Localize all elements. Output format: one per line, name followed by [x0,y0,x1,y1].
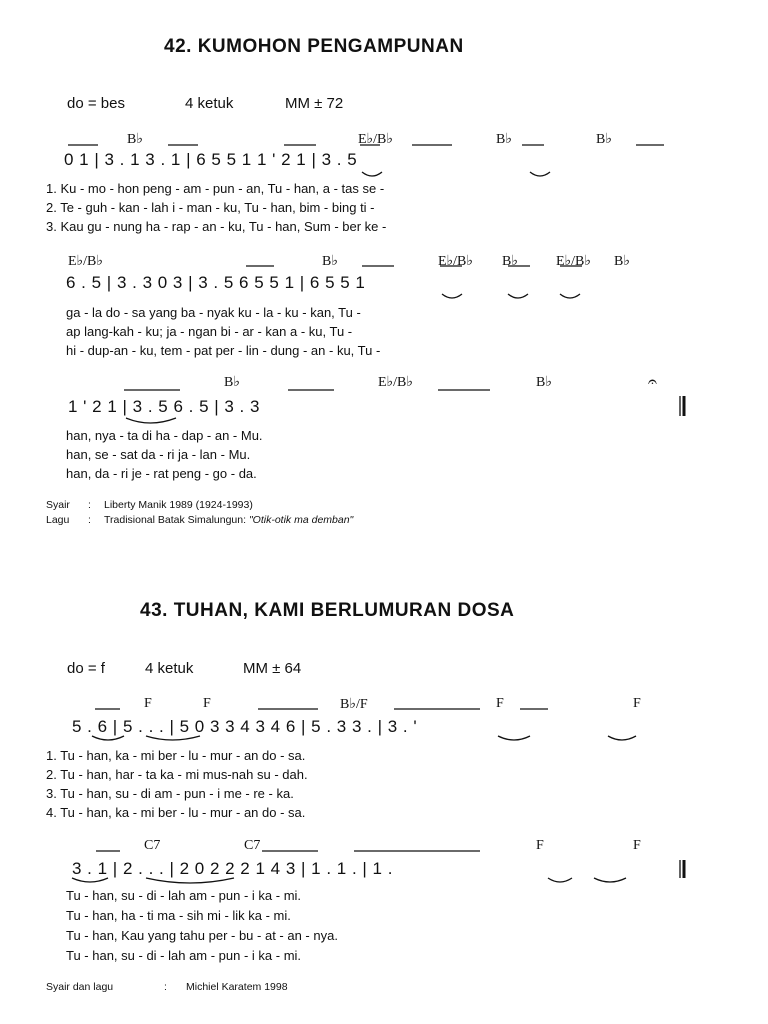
chord: B♭ [496,132,512,147]
chord: B♭ [536,375,552,390]
chord: B♭ [322,254,338,269]
chord: E♭/B♭ [68,254,103,269]
lyric-verse-1: 1. Ku - mo - hon peng - am - pun - an, Tu - han, a - tas se - [46,181,385,196]
notation-row: 6 . 5 | 3 . 3 0 3 | 3 . 5 6 5 5 1 | 6 5 5 1 [66,273,366,292]
chord: B♭/F [340,697,368,712]
chord: C7 [244,838,261,853]
chord: B♭ [596,132,612,147]
slur [146,878,234,883]
lyric-verse-3: 3. Kau gu - nung ha - rap - an - ku, Tu - han, Sum - ber ke - [46,219,387,234]
song-42-key: do = bes [67,95,125,112]
lyric-verse-2: Tu - han, ha - ti ma - sih mi - lik ka - mi. [66,908,291,923]
chord: B♭ [502,254,518,269]
song-43-meter: 4 ketuk [145,660,194,677]
lyric-verse-1: ga - la do - sa yang ba - nyak ku - la - ku - kan, Tu - [66,305,361,320]
song-43-title: 43. TUHAN, KAMI BERLUMURAN DOSA [140,600,515,621]
lyric-verse-2: ap lang-kah - ku; ja - ngan bi - ar - kan a - ku, Tu - [66,324,353,339]
chord: B♭ [614,254,630,269]
song-42-tempo: MM ± 72 [285,95,344,112]
slur [530,172,550,176]
lyric-verse-3: 3. Tu - han, su - di am - pun - i me - re - ka. [46,786,294,801]
slur [442,294,462,298]
credit-text: Michiel Karatem 1998 [186,981,288,993]
slur [72,878,108,882]
lyric-verse-4: Tu - han, su - di - lah am - pun - i ka - mi. [66,948,302,963]
lyric-verse-2: 2. Tu - han, har - ta ka - mi mus-nah su - dah. [46,767,308,782]
slur [498,736,530,740]
notation-row: 1 ' 2 1 | 3 . 5 6 . 5 | 3 . 3 [68,397,260,416]
slur [560,294,580,298]
chord: E♭/B♭ [438,254,473,269]
slur [146,736,200,740]
lyric-verse-3: Tu - han, Kau yang tahu per - bu - at - an - nya. [66,928,338,943]
song-43-key: do = f [67,660,105,677]
chord: F [633,696,641,711]
chord: F [203,696,211,711]
lyric-verse-3: han, da - ri je - rat peng - go - da. [66,466,257,481]
chord: F [496,696,504,711]
chord: F [144,696,152,711]
chord: E♭/B♭ [378,375,413,390]
slur [126,418,176,423]
lyric-verse-4: 4. Tu - han, ka - mi ber - lu - mur - an do - sa. [46,805,306,820]
notation-row: 5 . 6 | 5 . . . | 5 0 3 3 4 3 4 6 | 5 . 3 3 . | 3 . ' [72,717,418,736]
chord: B♭ [224,375,240,390]
lyric-verse-3: hi - dup-an - ku, tem - pat per - lin - dung - an - ku, Tu - [66,343,381,358]
slur [92,736,124,740]
credit-melody-source: Tradisional Batak Simalungun: [104,514,249,526]
lyric-verse-1: 1. Tu - han, ka - mi ber - lu - mur - an do - sa. [46,748,306,763]
credit-lyrics-label: Syair [46,499,70,511]
slur [608,736,636,740]
song-42-title: 42. KUMOHON PENGAMPUNAN [164,36,464,57]
chord: F [536,838,544,853]
credit-lyrics-text: Liberty Manik 1989 (1924-1993) [104,499,253,511]
slur [548,878,572,882]
slur [594,878,626,882]
credit-separator: : [88,499,91,511]
chord: C7 [144,838,161,853]
slur [362,172,382,176]
slur [508,294,528,298]
chord: E♭/B♭ [358,132,393,147]
credit-separator: : [88,514,91,526]
lyric-verse-1: Tu - han, su - di - lah am - pun - i ka - mi. [66,888,302,903]
fermata-icon: 𝄐 [648,374,657,391]
lyric-verse-2: han, se - sat da - ri ja - lan - Mu. [66,447,251,462]
notation-row: 3 . 1 | 2 . . . | 2 0 2 2 2 1 4 3 | 1 . 1 . | 1 . [72,859,393,878]
credit-melody-song: "Otik-otik ma demban" [248,514,354,526]
lyric-verse-2: 2. Te - guh - kan - lah i - man - ku, Tu - han, bim - bing ti - [46,200,375,215]
credit-label: Syair dan lagu [46,981,114,993]
notation-row: 0 1 | 3 . 1 3 . 1 | 6 5 5 1 1 ' 2 1 | 3 . 5 [64,150,358,169]
chord: F [633,838,641,853]
credit-melody-label: Lagu [46,514,70,526]
song-42-meter: 4 ketuk [185,95,234,112]
lyric-verse-1: han, nya - ta di ha - dap - an - Mu. [66,428,263,443]
chord: E♭/B♭ [556,254,591,269]
chord: B♭ [127,132,143,147]
credit-separator: : [164,981,167,993]
song-43-tempo: MM ± 64 [243,660,302,677]
